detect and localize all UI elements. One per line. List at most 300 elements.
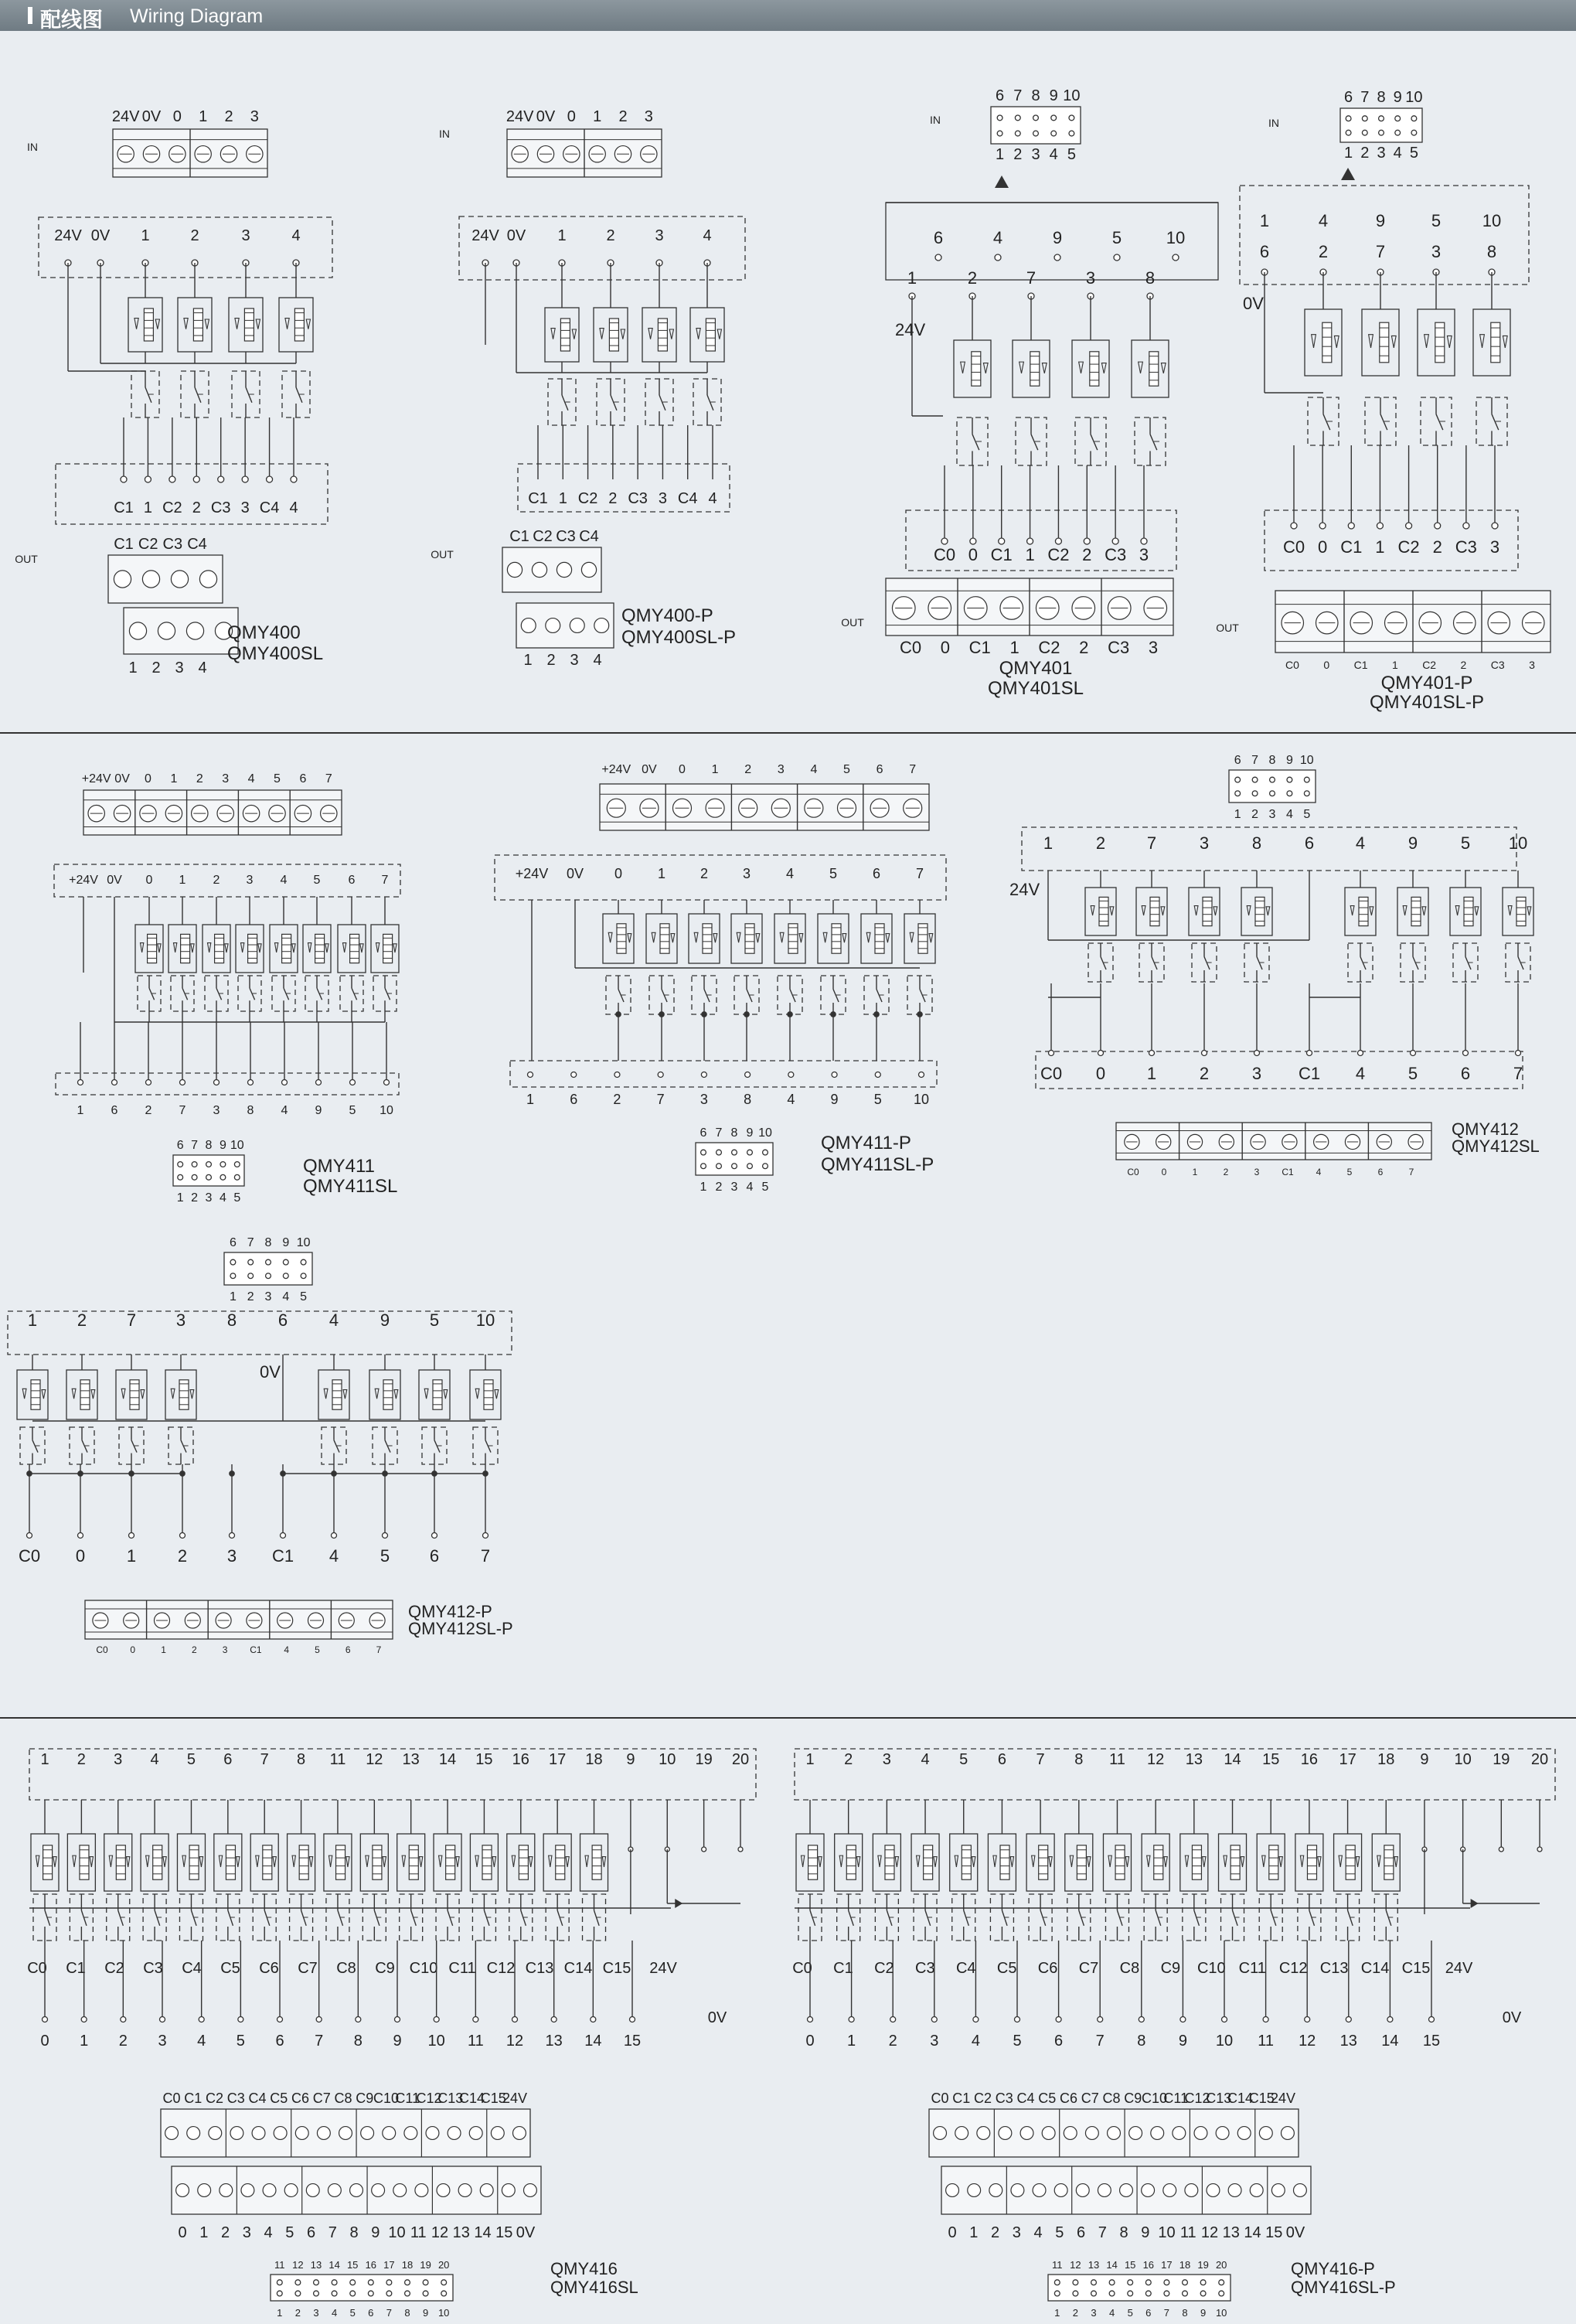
- relay-coil-icon: [144, 308, 153, 341]
- switch-icon: [250, 988, 255, 1000]
- socket-icon: [437, 2184, 450, 2197]
- diode-icon: [717, 329, 721, 339]
- output-label: C8: [1119, 1960, 1140, 1977]
- terminal-label: C1: [509, 528, 529, 545]
- terminal-label: 9: [1408, 833, 1418, 853]
- terminal-point: [356, 2017, 361, 2022]
- idc-pin-label: 10: [437, 2307, 450, 2319]
- terminal-point: [27, 1533, 32, 1539]
- terminal-label: 7: [656, 1092, 665, 1107]
- idc-pin-label: 15: [1124, 2259, 1136, 2271]
- terminal-label: C2: [1422, 659, 1437, 671]
- switch-icon: [662, 990, 667, 1003]
- diode-icon: [360, 944, 363, 952]
- switch-icon: [925, 1910, 931, 1926]
- model-label: QMY401SL: [987, 678, 1084, 699]
- socket-icon: [209, 2127, 222, 2140]
- socket-icon: [448, 2127, 461, 2140]
- pin-icon: [178, 1174, 183, 1180]
- terminal-label: 3: [175, 659, 184, 676]
- terminal-label: C12: [416, 2091, 442, 2106]
- model-label: QMY400SL-P: [621, 627, 737, 648]
- terminal-label: 0V: [516, 2224, 536, 2241]
- relay-coil-icon: [1090, 352, 1099, 386]
- output-label: 15: [623, 2033, 642, 2050]
- terminal-label: C0: [96, 1644, 108, 1655]
- input-dashed-box: [1240, 186, 1529, 285]
- terminal-label: C13: [1206, 2091, 1232, 2106]
- relay-coil-icon: [215, 934, 224, 963]
- idc-pin-label: 6: [1145, 2307, 1152, 2319]
- v0-label: 0V: [1502, 2009, 1522, 2026]
- diode-icon: [492, 1857, 495, 1867]
- terminal-label: 24V: [54, 227, 82, 244]
- pin-icon: [230, 1273, 236, 1279]
- switch-icon: [301, 1910, 307, 1926]
- terminal-label: C1: [114, 499, 134, 516]
- terminal-point: [121, 2017, 126, 2022]
- pin-icon: [732, 1150, 737, 1155]
- terminal-point: [316, 1080, 322, 1085]
- terminal-label: 6: [1259, 242, 1270, 261]
- socket-icon: [1151, 2127, 1164, 2140]
- terminal-label: 2: [608, 490, 618, 507]
- terminal-label: 1: [1192, 1167, 1198, 1177]
- pin-icon: [1395, 130, 1401, 135]
- terminal-point: [112, 1080, 117, 1085]
- idc-pin-label: 10: [296, 1236, 311, 1249]
- terminal-label: 17: [1339, 1751, 1356, 1768]
- pin-icon: [1362, 130, 1367, 135]
- idc-pin-label: 19: [420, 2259, 431, 2271]
- led-icon: [1377, 1855, 1380, 1867]
- terminal-label: 7: [480, 1546, 491, 1566]
- terminal-point: [1254, 1051, 1260, 1056]
- idc-pin-label: 14: [1106, 2259, 1118, 2271]
- diode-icon: [1503, 336, 1507, 347]
- switch-icon: [1323, 414, 1330, 430]
- switch-icon: [1518, 957, 1523, 970]
- socket-icon: [999, 2127, 1012, 2140]
- junction-dot: [230, 1471, 234, 1476]
- terminal-label: C0: [1282, 537, 1305, 557]
- switch-icon: [972, 434, 979, 450]
- pin-icon: [1015, 131, 1020, 136]
- relay-coil-icon: [1203, 897, 1212, 925]
- terminal-point: [282, 1080, 288, 1085]
- terminal-label: 8: [297, 1751, 306, 1768]
- relay-coil-icon: [1150, 897, 1159, 925]
- switch-icon: [1360, 957, 1366, 970]
- switch-icon: [228, 1910, 233, 1926]
- terminal-label: 6: [1460, 1064, 1471, 1083]
- terminal-label: 7: [909, 763, 917, 776]
- terminal-point: [941, 538, 948, 544]
- pin-icon: [314, 2291, 319, 2296]
- output-label: C4: [955, 1960, 976, 1977]
- led-icon: [72, 1389, 76, 1399]
- output-label: C6: [1037, 1960, 1058, 1977]
- relay-coil-icon: [226, 1845, 235, 1879]
- socket-icon: [1020, 2127, 1033, 2140]
- switch-icon: [1348, 1910, 1353, 1926]
- led-icon: [993, 1855, 996, 1867]
- terminal-label: C14: [1227, 2091, 1254, 2106]
- terminal-label: 7: [260, 1751, 269, 1768]
- terminal-label: 0: [130, 1644, 136, 1655]
- switch-icon: [611, 395, 617, 411]
- pin-icon: [178, 1162, 183, 1167]
- led-icon: [22, 1389, 26, 1399]
- terminal-point: [1055, 538, 1061, 544]
- terminal-label: C1: [528, 490, 548, 507]
- terminal-label: C1: [184, 2091, 203, 2106]
- relay-coil-icon: [1149, 352, 1159, 386]
- relay-coil-icon: [1154, 1845, 1163, 1879]
- led-icon: [1070, 1855, 1073, 1867]
- terminal-label: C10: [373, 2091, 400, 2106]
- socket-icon: [1085, 2127, 1098, 2140]
- terminal-label: C1: [1353, 659, 1368, 671]
- terminal-label: 2: [606, 227, 615, 244]
- terminal-point: [849, 2017, 854, 2022]
- idc-pin-label: 1: [277, 2307, 283, 2319]
- socket-icon: [1120, 2184, 1133, 2197]
- switch-icon: [1413, 957, 1418, 970]
- output-label: 6: [1054, 2033, 1064, 2050]
- terminal-point: [1054, 254, 1060, 261]
- socket-icon: [339, 2127, 352, 2140]
- terminal-label: 10: [475, 1310, 495, 1330]
- terminal-point: [214, 1080, 220, 1085]
- relay-coil-icon: [1255, 897, 1265, 925]
- terminal-label: 7: [325, 772, 332, 785]
- led-icon: [439, 1855, 442, 1867]
- terminal-label: 0V: [1285, 2224, 1305, 2241]
- output-label: 10: [427, 2033, 445, 2050]
- model-label: QMY400SL: [227, 643, 324, 664]
- terminal-point: [1387, 2017, 1393, 2022]
- pin-icon: [314, 2280, 319, 2285]
- terminal-label: 7: [381, 874, 389, 887]
- terminal-label: 1: [161, 1644, 166, 1655]
- socket-icon: [458, 2184, 471, 2197]
- terminal-label: C3: [1455, 537, 1477, 557]
- switch-icon: [659, 395, 665, 411]
- idc-pin-label: 6: [699, 1126, 707, 1140]
- pin-icon: [1235, 791, 1241, 796]
- led-icon: [366, 1855, 369, 1867]
- relay-coil-icon: [592, 1845, 601, 1879]
- switch-icon: [191, 1910, 196, 1926]
- socket-icon: [1228, 2184, 1241, 2197]
- terminal-label: 3: [658, 490, 667, 507]
- output-label: 4: [197, 2033, 206, 2050]
- pin-icon: [1145, 2291, 1151, 2296]
- pin-icon: [1033, 115, 1039, 121]
- led-icon: [424, 1389, 428, 1399]
- led-icon: [512, 1855, 515, 1867]
- terminal-label: 5: [1460, 833, 1471, 853]
- terminal-label: C11: [1163, 2091, 1189, 2106]
- socket-icon: [1098, 2184, 1111, 2197]
- switch-icon: [216, 988, 222, 1000]
- terminal-label: C2: [1047, 545, 1070, 564]
- v24-label: 24V: [895, 320, 926, 339]
- relay-coil-icon: [1322, 322, 1332, 363]
- terminal-label: 8: [1074, 1751, 1084, 1768]
- switch-icon: [374, 1910, 380, 1926]
- relay-coil-icon: [706, 319, 715, 351]
- relay-coil-icon: [332, 1380, 342, 1409]
- terminal-label: 2: [192, 499, 201, 516]
- diode-icon: [983, 363, 988, 373]
- idc-pin-label: 2: [1251, 808, 1259, 821]
- socket-icon: [491, 2127, 504, 2140]
- terminal-label: 1: [526, 1092, 535, 1107]
- diode-icon: [675, 1899, 682, 1908]
- terminal-label: 0: [1318, 537, 1328, 557]
- pin-icon: [747, 1164, 753, 1169]
- terminal-label: 2: [744, 763, 752, 776]
- diode-icon: [292, 944, 295, 952]
- terminal-point: [332, 1533, 337, 1539]
- pin-icon: [441, 2280, 447, 2285]
- socket-icon: [306, 2184, 319, 2197]
- wiring-diagram-canvas: [0, 59, 1576, 2324]
- terminal-label: 9: [1420, 1751, 1429, 1768]
- terminal-label: 0: [968, 545, 978, 564]
- section-header: [0, 0, 1576, 31]
- terminal-label: 10: [1166, 228, 1186, 247]
- terminal-point: [935, 254, 941, 261]
- socket-icon: [295, 2127, 308, 2140]
- led-icon: [866, 932, 870, 942]
- socket-icon: [557, 562, 571, 577]
- terminal-label: 0V: [141, 108, 162, 125]
- terminal-point: [1180, 2017, 1186, 2022]
- idc-pin-label: 1: [176, 1191, 184, 1205]
- relay-coil-icon: [1030, 352, 1040, 386]
- led-icon: [207, 943, 210, 952]
- terminal-label: 0: [679, 763, 686, 776]
- switch-icon: [920, 990, 925, 1003]
- diode-icon: [444, 1390, 448, 1399]
- diode-icon: [258, 944, 261, 952]
- output-label: C2: [874, 1960, 894, 1977]
- socket-icon: [198, 2184, 211, 2197]
- pin-icon: [295, 2291, 301, 2296]
- terminal-label: 8: [1145, 268, 1156, 288]
- relay-coil-icon: [1491, 322, 1500, 363]
- terminal-label: 3: [655, 227, 664, 244]
- output-label: 7: [1095, 2033, 1105, 2050]
- terminal-label: 7: [1375, 242, 1386, 261]
- terminal-label: C2: [162, 499, 182, 516]
- in-label: IN: [930, 114, 941, 126]
- socket-icon: [1216, 2127, 1229, 2140]
- terminal-label: 1: [199, 108, 208, 125]
- socket-icon: [220, 2184, 233, 2197]
- led-icon: [475, 1389, 479, 1399]
- diode-icon: [91, 1390, 95, 1399]
- terminal-label: 7: [179, 1104, 186, 1117]
- led-icon: [1032, 1855, 1035, 1867]
- idc-pin-label: 18: [401, 2259, 414, 2271]
- terminal-label: 7: [126, 1310, 137, 1330]
- diode-icon: [495, 1390, 499, 1399]
- idc-pin-label: 5: [1067, 146, 1076, 163]
- relay-coil-icon: [433, 1380, 442, 1409]
- terminal-label: +24V: [69, 874, 98, 887]
- diode-icon: [127, 1857, 130, 1867]
- idc-pin-label: 16: [365, 2259, 377, 2271]
- relay-coil-icon: [1346, 1845, 1355, 1879]
- terminal-label: 3: [1254, 1167, 1260, 1177]
- diode-icon: [934, 1857, 937, 1867]
- terminal-label: 20: [731, 1751, 750, 1768]
- socket-icon: [317, 2127, 330, 2140]
- led-icon: [402, 1855, 405, 1867]
- terminal-label: 2: [990, 2224, 1000, 2241]
- diode-icon: [158, 944, 161, 952]
- diode-icon: [572, 329, 576, 339]
- diode-icon: [1334, 336, 1339, 347]
- terminal-label: 1: [27, 1310, 38, 1330]
- pin-icon: [1051, 131, 1057, 136]
- output-label: C8: [336, 1960, 356, 1977]
- terminal-point: [1112, 538, 1118, 544]
- idc-pin-label: 3: [1091, 2307, 1097, 2319]
- terminal-label: 4: [593, 652, 602, 669]
- switch-icon: [131, 1440, 137, 1453]
- terminal-point: [1015, 2017, 1020, 2022]
- terminal-label: 20: [1530, 1751, 1549, 1768]
- diode-icon: [1266, 907, 1270, 915]
- output-label: 8: [1137, 2033, 1146, 2050]
- terminal-label: 5: [1055, 2224, 1064, 2241]
- led-icon: [1350, 906, 1354, 915]
- output-label: 1: [847, 2033, 856, 2050]
- diode-icon: [383, 1857, 386, 1867]
- terminal-label: 1: [199, 2224, 209, 2241]
- pin-icon: [1128, 2291, 1133, 2296]
- relay-coil-icon: [282, 934, 291, 963]
- terminal-label: 0V: [566, 866, 584, 881]
- switch-icon: [334, 1440, 339, 1453]
- idc-pin-label: 11: [274, 2259, 285, 2271]
- switch-icon: [82, 1440, 87, 1453]
- idc-pin-label: 14: [328, 2259, 340, 2271]
- terminal-label: 15: [475, 1751, 493, 1768]
- terminal-label: 4: [810, 763, 818, 776]
- terminal-label: 9: [315, 1104, 322, 1117]
- terminal-label: 3: [1431, 242, 1442, 261]
- pin-icon: [386, 2280, 392, 2285]
- relay-coil-icon: [299, 1845, 308, 1879]
- junction-dot: [27, 1471, 32, 1476]
- terminal-label: 0: [1095, 1064, 1106, 1083]
- switch-icon: [264, 1910, 270, 1926]
- terminal-label: 4: [708, 490, 717, 507]
- junction-dot: [831, 1012, 836, 1017]
- terminal-label: 5: [313, 874, 321, 887]
- led-icon: [134, 319, 138, 329]
- diode-icon: [256, 319, 260, 329]
- pin-icon: [192, 1162, 197, 1167]
- terminal-label: C3: [162, 536, 183, 553]
- diode-icon: [53, 1857, 56, 1867]
- pin-icon: [701, 1164, 706, 1169]
- switch-icon: [849, 1910, 854, 1926]
- terminal-point: [1537, 1847, 1542, 1852]
- diode-icon: [306, 319, 310, 329]
- terminal-label: 5: [186, 1751, 196, 1768]
- terminal-label: 0V: [506, 227, 526, 244]
- model-label: QMY400: [227, 622, 301, 643]
- led-icon: [549, 1855, 552, 1867]
- idc-header-connector: [1229, 770, 1316, 802]
- led-icon: [780, 932, 784, 942]
- output-label: 6: [275, 2033, 284, 2050]
- idc-pin-label: 6: [1234, 754, 1241, 767]
- led-icon: [1480, 335, 1485, 348]
- terminal-label: 1: [805, 1751, 815, 1768]
- out-label: OUT: [1216, 622, 1239, 634]
- header-title-cn: 配线图: [40, 9, 103, 32]
- idc-pin-label: 7: [715, 1126, 723, 1140]
- relay-coil-icon: [383, 1380, 393, 1409]
- switch-icon: [1233, 1910, 1238, 1926]
- led-icon: [1369, 335, 1373, 348]
- terminal-label: 3: [644, 108, 653, 125]
- diode-icon: [1010, 1857, 1013, 1867]
- switch-icon: [1492, 414, 1499, 430]
- diode-icon: [1161, 363, 1166, 373]
- socket-icon: [176, 2184, 189, 2197]
- switch-icon: [1117, 1910, 1122, 1926]
- switch-icon: [181, 1440, 186, 1453]
- idc-pin-label: 10: [758, 1126, 772, 1140]
- switch-icon: [594, 1910, 600, 1926]
- idc-pin-label: 7: [1163, 2307, 1170, 2319]
- led-icon: [961, 362, 965, 373]
- terminal-label: 9: [1141, 2224, 1150, 2241]
- relay-coil-icon: [116, 1845, 125, 1879]
- terminal-point: [1319, 523, 1326, 529]
- socket-icon: [532, 562, 546, 577]
- relay-coil-icon: [153, 1845, 162, 1879]
- terminal-label: 1: [141, 227, 150, 244]
- terminal-label: 3: [1251, 1064, 1262, 1083]
- pin-icon: [763, 1150, 768, 1155]
- terminal-label: 1: [77, 1104, 84, 1117]
- diode-icon: [155, 319, 159, 329]
- output-label: C12: [1278, 1960, 1308, 1977]
- pin-icon: [1128, 2280, 1133, 2285]
- terminal-label: C2: [205, 2091, 224, 2106]
- terminal-label: 7: [1146, 833, 1157, 853]
- terminal-point: [483, 1533, 488, 1539]
- led-icon: [608, 932, 612, 942]
- terminal-label: 1: [1009, 638, 1019, 657]
- pin-icon: [295, 2280, 301, 2285]
- socket-icon: [165, 2127, 179, 2140]
- terminal-point: [973, 2017, 979, 2022]
- switch-icon: [1465, 957, 1471, 970]
- pin-icon: [220, 1162, 226, 1167]
- led-icon: [1247, 906, 1251, 915]
